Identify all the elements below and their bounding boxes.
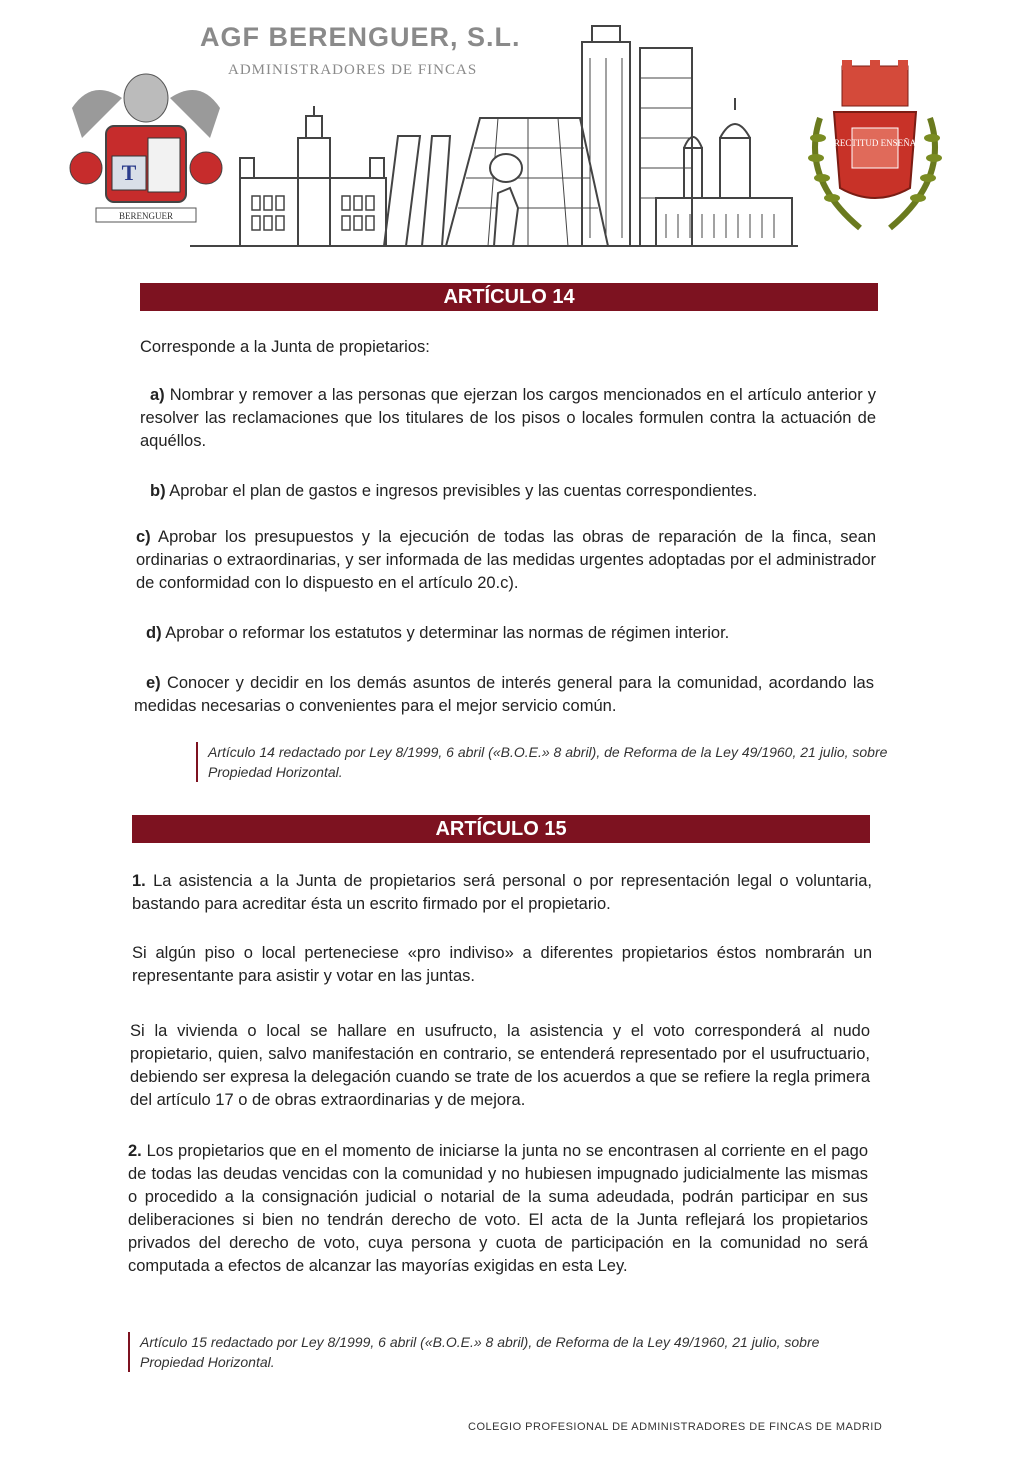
item-label: e) (146, 674, 161, 692)
paragraph-label: 2. (128, 1142, 142, 1160)
berenguer-crest-logo (62, 68, 230, 230)
article-15-paragraph-4 (128, 1140, 868, 1278)
skyline-illustration (188, 18, 800, 250)
article-15-paragraph-1 (132, 870, 872, 916)
item-text: Nombrar y remover a las personas que ejerzan los cargos mencionados en el artículo anterior y resolver las reclamaciones que los titulares de los pisos o locales formulen contra la actuación de aquéllos. (140, 386, 876, 450)
item-text: Conocer y decidir en los demás asuntos de interés general para la comunidad, acordando las medidas necesarias o convenientes para el mejor servicio común. (134, 674, 874, 715)
article-14-item-a (140, 384, 876, 453)
item-text: Aprobar los presupuestos y la ejecución de todas las obras de reparación de la finca, sean ordinarias o extraordinarias, y ser informada de las medidas urgentes adoptadas por el administrador de conformidad con lo dispuesto en el artículo 20.c). (136, 528, 876, 592)
crest-right-text: RECTITUD ENSEÑA (833, 138, 917, 148)
item-label: a) (150, 386, 165, 404)
article-14-title: ARTÍCULO 14 (140, 283, 878, 311)
paragraph-text: Los propietarios que en el momento de iniciarse la junta no se encontrasen al corriente en el pago de todas las deudas vencidas con la comunidad y no hubiesen impugnado judicialmente las mismas o procedido a la consignación judicial o notarial de la suma adeudada, podrán participar en sus deliberaciones si bien no tendrán derecho de voto. El acta de la Junta reflejará los propietarios privados del derecho de voto, cuya persona y cuota de participación en la comunidad no será computada a efectos de alcanzar las mayorías exigidas en esta Ley. (128, 1142, 868, 1275)
paragraph-text: La asistencia a la Junta de propietarios será personal o por representación legal o voluntaria, bastando para acreditar ésta un escrito firmado por el propietario. (132, 872, 872, 913)
paragraph-label: 1. (132, 872, 146, 890)
item-text: Aprobar el plan de gastos e ingresos previsibles y las cuentas correspondientes. (165, 482, 758, 500)
item-label: c) (136, 528, 151, 546)
article-15-note: Artículo 15 redactado por Ley 8/1999, 6 abril («B.O.E.» 8 abril), de Reforma de la Ley 49/1960, 21 julio, sobre Propiedad Horizontal. (128, 1332, 820, 1372)
article-15-title: ARTÍCULO 15 (132, 815, 870, 843)
article-15-paragraph-3: Si la vivienda o local se hallare en usufructo, la asistencia y el voto corresponderá al nudo propietario, quien, salvo manifestación en contrario, se entenderá representado por el usufructuario, debiendo ser expresa la delegación cuando se trate de los acuerdos a que se refiere la regla primera del artículo 17 o de obras extraordinarias y de mejora. (130, 1022, 870, 1109)
article-15-paragraph-2: Si algún piso o local perteneciese «pro indiviso» a diferentes propietarios éstos nombrarán un representante para asistir y votar en las juntas. (132, 944, 872, 985)
article-14-item-b (140, 480, 876, 503)
item-label: d) (146, 624, 162, 642)
article-14-note: Artículo 14 redactado por Ley 8/1999, 6 abril («B.O.E.» 8 abril), de Reforma de la Ley 49/1960, 21 julio, sobre Propiedad Horizontal. (196, 742, 888, 782)
item-text: Aprobar o reformar los estatutos y determinar las normas de régimen interior. (161, 624, 730, 642)
svg-text:T: T (121, 160, 137, 185)
colegio-emblem-logo (800, 58, 950, 238)
company-subtitle: ADMINISTRADORES DE FINCAS (228, 62, 478, 78)
crest-left-text: BERENGUER (119, 211, 173, 221)
company-name: AGF BERENGUER, S.L. (200, 22, 521, 52)
article-14-intro: Corresponde a la Junta de propietarios: (140, 338, 430, 356)
article-14-item-d (146, 622, 876, 645)
article-14-item-e (134, 672, 874, 718)
article-14-item-c (136, 526, 876, 595)
footer-text: COLEGIO PROFESIONAL DE ADMINISTRADORES DE FINCAS DE MADRID (468, 1421, 883, 1433)
item-label: b) (150, 482, 166, 500)
